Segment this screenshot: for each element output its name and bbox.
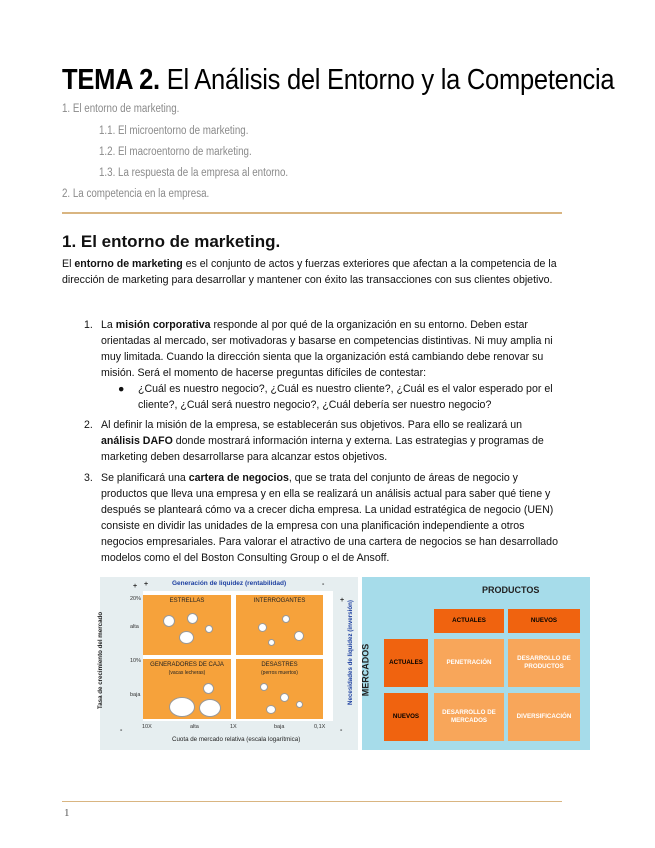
bcg-label: (perros muertos) <box>261 670 298 676</box>
y-tick: alta <box>130 624 139 630</box>
bcg-arrow-plus: + <box>144 581 149 588</box>
quadrant-question-marks <box>236 595 323 655</box>
bcg-right-label: Necesidades de liquidez (inversión) <box>346 600 354 705</box>
bcg-bubble <box>260 683 268 691</box>
text-block: 2. <box>84 419 93 431</box>
quadrant-cash-cows <box>143 659 231 719</box>
x-tick: 0,1X <box>314 724 326 730</box>
bcg-bubble <box>203 683 214 694</box>
bcg-label: ESTRELLAS <box>169 598 205 604</box>
bcg-bubble <box>179 631 194 644</box>
bcg-bottom-label: Cuota de mercado relativa (escala logarítmica) <box>172 736 301 743</box>
bcg-matrix-figure <box>97 577 358 750</box>
y-tick: baja <box>130 692 141 698</box>
divider <box>62 212 562 214</box>
bcg-bubble <box>199 699 221 717</box>
row-header-current: ACTUALES <box>384 639 428 687</box>
text-block: Se planificará una cartera de negocios, que se trata del conjunto de áreas de negocio y productos que lleva una empresa y en ella se realizará un análisis actual para saber qué tiene y después se planteará cómo va a crecer dicha empresa. La unidad estratégica de negocio (UEN) consiste en dividir las unidades de la empresa con una planificación independiente a otros negocios empresariales. Para valorar el atractivo de una cartera de negocios se han desarrollado modelos como el del Boston Consulting Group o el de Ansoff. <box>101 472 558 564</box>
text-block: Al definir la misión de la empresa, se establecerán sus objetivos. Para ello se realizará un análisis DAFO donde mostrará información interna y externa. Las estrategias y programas de marketing deben desarrollarse para alcanzar estos objetivos. <box>101 419 544 463</box>
text-block: 1. <box>84 319 93 331</box>
right-plus-sign: + <box>340 597 345 604</box>
markets-label: MERCADOS <box>360 643 371 697</box>
bullet-icon: ● <box>118 383 125 395</box>
bcg-bubble <box>187 613 198 624</box>
bcg-bubble <box>268 639 275 646</box>
cell-diversification: DIVERSIFICACIÓN <box>508 693 580 741</box>
col-header-current: ACTUALES <box>434 609 504 633</box>
toc-item[interactable]: 2. La competencia en la empresa. <box>62 188 210 200</box>
footer-divider <box>62 801 562 802</box>
bcg-bubble <box>294 631 304 641</box>
text-block: La misión corporativa responde al por qué de la organización en su entorno. Deben estar orientadas al mercado, ser motivadoras y basarse en competencias distintivas. Ni muy amplia ni muy limitada. Cuando la dirección sienta que la organización está cambiando debe renovar su misión. Será el momento de hacerse preguntas difíciles de contestar: <box>101 319 553 379</box>
bcg-bubble <box>266 705 276 714</box>
y-minus-sign: - <box>120 727 123 734</box>
x-tick: 1X <box>230 724 237 730</box>
bcg-arrow-minus: - <box>322 581 325 588</box>
bcg-bubble <box>280 693 289 702</box>
bcg-bubble <box>169 697 195 717</box>
y-plus-sign: + <box>133 583 138 590</box>
bcg-bubble <box>282 615 290 623</box>
bcg-label: (vacas lecheras) <box>168 670 206 676</box>
bcg-bubble <box>258 623 267 632</box>
bcg-label: DESASTRES <box>261 662 298 668</box>
right-minus-sign: - <box>340 727 343 734</box>
bcg-label: INTERROGANTES <box>253 598 306 604</box>
intro-paragraph: El entorno de marketing es el conjunto de actos y fuerzas exteriores que afectan a la competencia de la dirección de marketing para desarrollar y mantener con éxito las transacciones con sus clientes objetivo. <box>62 258 557 286</box>
page-number: 1 <box>64 807 70 819</box>
col-header-new: NUEVOS <box>508 609 580 633</box>
cell-product-development: DESARROLLO DE PRODUCTOS <box>508 639 580 687</box>
y-tick: 20% <box>130 596 142 602</box>
y-tick: 10% <box>130 658 142 664</box>
text-block: ¿Cuál es nuestro negocio?, ¿Cuál es nuestro cliente?, ¿Cuál es el valor esperado por el cliente?, ¿Cuál será nuestro negocio?, ¿Cuál debería ser nuestro negocio? <box>138 383 553 411</box>
x-tick: 10X <box>142 724 152 730</box>
bcg-label: GENERADORES DE CAJA <box>150 662 224 668</box>
page-title: TEMA 2. El Análisis del Entorno y la Competencia <box>62 64 615 96</box>
toc-item[interactable]: 1.1. El microentorno de marketing. <box>99 125 249 137</box>
x-tick: alta <box>190 724 199 730</box>
quadrant-dogs <box>236 659 323 719</box>
bcg-left-label: Tasa de crecimiento del mercado <box>97 611 105 710</box>
toc-item[interactable]: 1.2. El macroentorno de marketing. <box>99 146 252 158</box>
x-tick: baja <box>274 724 285 730</box>
ansoff-matrix-figure <box>362 577 590 750</box>
cell-market-penetration: PENETRACIÓN <box>434 639 504 687</box>
bcg-bubble <box>296 701 303 708</box>
products-label: PRODUCTOS <box>482 585 540 595</box>
quadrant-stars <box>143 595 231 655</box>
cell-market-development: DESARROLLO DE MERCADOS <box>434 693 504 741</box>
bcg-bubble <box>205 625 213 633</box>
bcg-top-label: Generación de liquidez (rentabilidad) <box>172 580 287 587</box>
bcg-grid <box>143 591 333 721</box>
toc-item[interactable]: 1.3. La respuesta de la empresa al entorno. <box>99 167 289 179</box>
section-heading: 1. El entorno de marketing. <box>62 232 281 251</box>
row-header-new: NUEVOS <box>384 693 428 741</box>
toc-item[interactable]: 1. El entorno de marketing. <box>62 103 180 115</box>
text-block: 3. <box>84 472 93 484</box>
bcg-bubble <box>163 615 175 627</box>
